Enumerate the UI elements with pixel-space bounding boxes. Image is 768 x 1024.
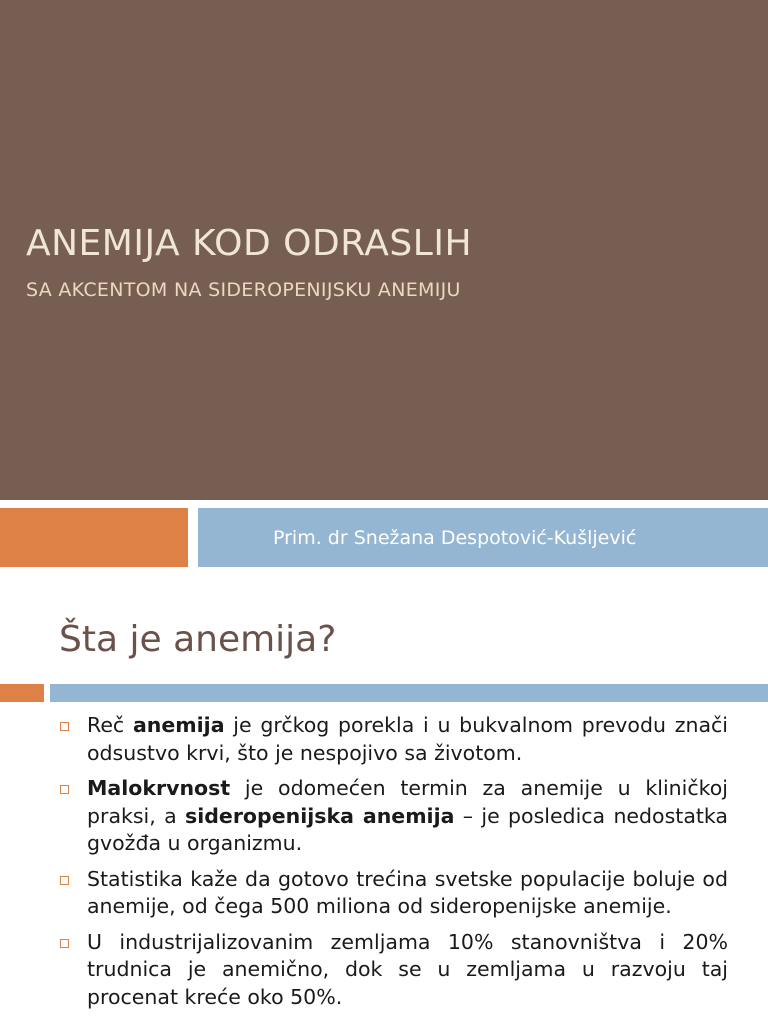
author-name: Prim. dr Snežana Despotović-Kušljević [273,527,637,549]
bullet-item [56,712,728,767]
bullet-text: U industrijalizovanim zemljama 10% stanovništva i 20% trudnica je anemično, dok se u zemljama u razvoju taj procenat kreće oko 50%. [87,929,728,1009]
bullet-list [56,712,728,1019]
bullet-text: Reč [87,713,133,737]
bullet-text: je grčkog porekla i u bukvalnom prevodu znači odsustvo krvi, što je nespojivo sa životom. [87,713,728,765]
square-bullet-icon [60,785,69,794]
accent-band-orange [0,508,188,567]
bullet-bold-text: Malokrvnost [87,776,231,800]
title-slide [0,0,768,500]
bullet-item [56,929,728,1012]
content-heading: Šta je anemija? [59,619,337,660]
accent-rule-blue [50,684,768,702]
bullet-bold-text: sideropenijska anemija [185,803,455,828]
bullet-text: je odomećen termin za anemije u kliničkoj praksi, a [87,776,728,828]
bullet-item [56,866,728,921]
bullet-item [56,775,728,858]
bullet-text: Statistika kaže da gotovo trećina svetske populacije boluje od anemije, od čega 500 miliona od sideropenijske anemije. [87,866,728,918]
accent-rule-orange [0,684,44,702]
square-bullet-icon [60,876,69,885]
slide-title: ANEMIJA KOD ODRASLIH [26,223,473,264]
author-band [198,508,768,567]
square-bullet-icon [60,722,69,731]
slide-subtitle: SA AKCENTOM NA SIDEROPENIJSKU ANEMIJU [26,279,461,301]
square-bullet-icon [60,939,69,948]
bullet-bold-text: anemija [132,713,225,737]
bullet-text: – je posledica nedostatka gvožđa u organizmu. [87,803,728,855]
